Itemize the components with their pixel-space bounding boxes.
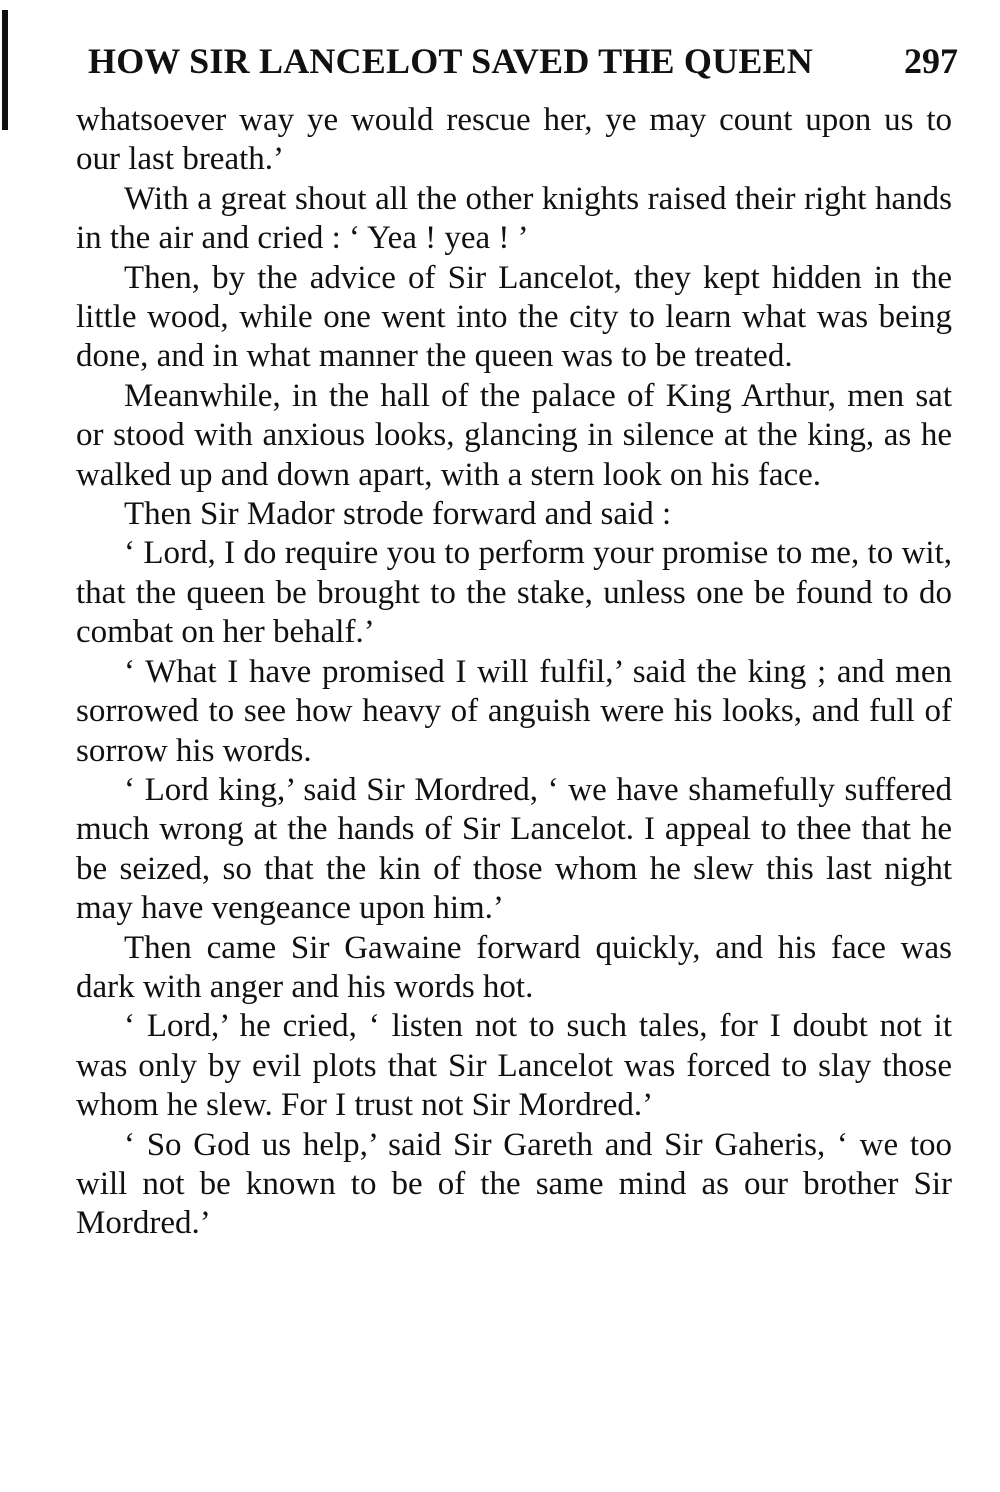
body-text xyxy=(76,101,952,1244)
paragraph-continued: whatsoever way ye would rescue her, ye may count upon us to our last breath.’ xyxy=(76,102,952,178)
page-number: 297 xyxy=(904,41,958,81)
paragraph: ‘ Lord, I do require you to perform your promise to me, to wit, that the queen be brought to the stake, unless one be found to do combat on her behalf.’ xyxy=(76,535,952,651)
chapter-title: HOW SIR LANCELOT SAVED THE QUEEN xyxy=(88,41,813,81)
running-header xyxy=(88,36,958,86)
page-edge-mark xyxy=(2,10,8,130)
paragraph: Then, by the advice of Sir Lancelot, they kept hidden in the little wood, while one went into the city to learn what was being done, and in what manner the queen was to be treated. xyxy=(76,259,952,375)
paragraph: With a great shout all the other knights raised their right hands in the air and cried : ‘ Yea ! yea ! ’ xyxy=(76,180,952,257)
paragraph: ‘ So God us help,’ said Sir Gareth and Sir Gaheris, ‘ we too will not be known to be of the same mind as our brother Sir Mordred.’ xyxy=(76,1126,952,1242)
paragraph: Then came Sir Gawaine forward quickly, and his face was dark with anger and his words hot. xyxy=(76,929,952,1005)
paragraph: Meanwhile, in the hall of the palace of King Arthur, men sat or stood with anxious looks, glancing in silence at the king, as he walked up and down apart, with a stern look on his face. xyxy=(76,377,952,493)
paragraph: ‘ Lord king,’ said Sir Mordred, ‘ we have shamefully suffered much wrong at the hands of Sir Lancelot. I appeal to thee that he be seized, so that the kin of those whom he slew this last night may have vengeance upon him.’ xyxy=(76,771,952,927)
paragraph: ‘ Lord,’ he cried, ‘ listen not to such tales, for I doubt not it was only by evil plots that Sir Lancelot was forced to slay those whom he slew. For I trust not Sir Mordred.’ xyxy=(76,1008,952,1124)
paragraph: Then Sir Mador strode forward and said : xyxy=(124,496,672,533)
paragraph: ‘ What I have promised I will fulfil,’ said the king ; and men sorrowed to see how heavy of anguish were his looks, and full of sorrow his words. xyxy=(76,653,952,769)
